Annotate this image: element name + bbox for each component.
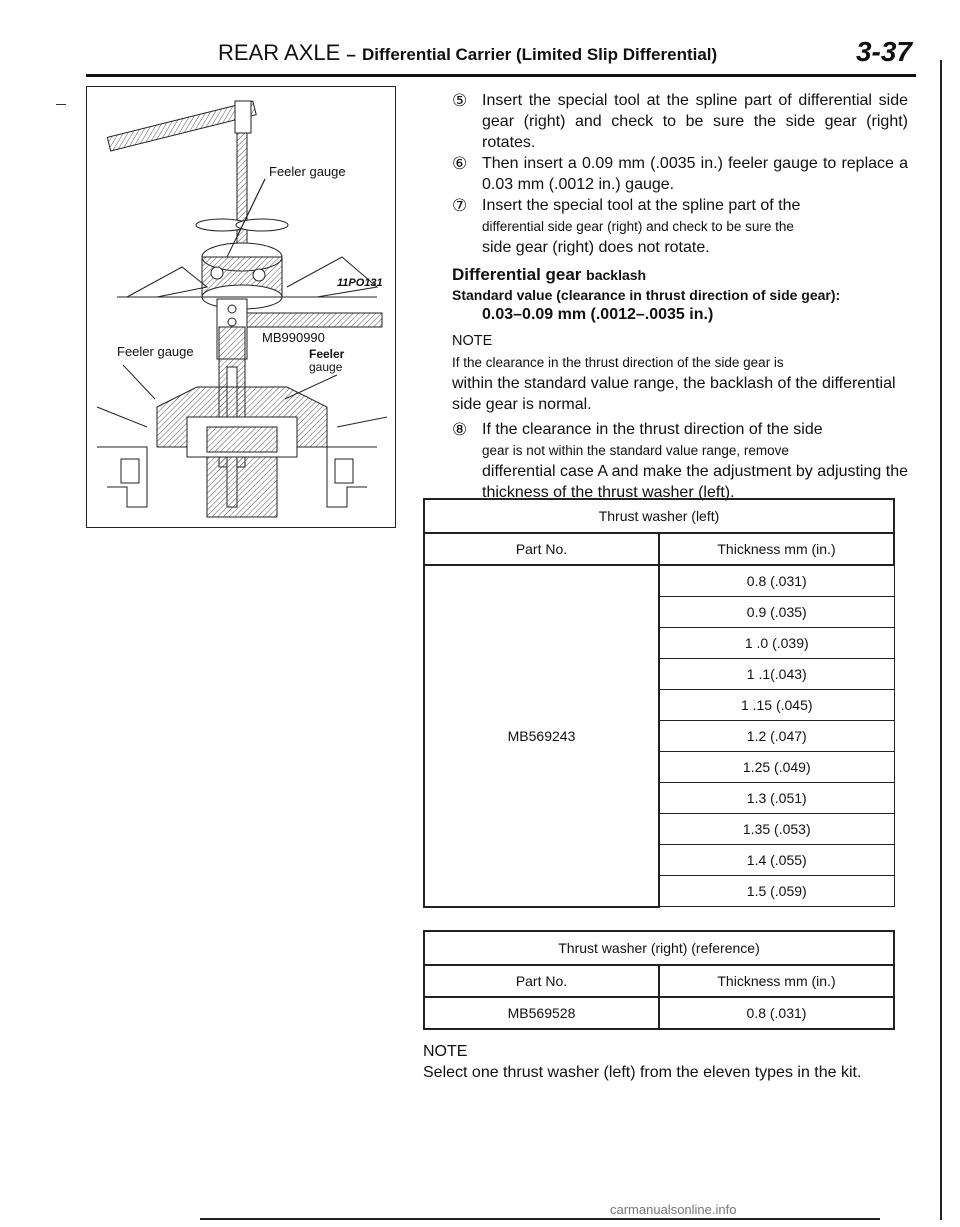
part-number-cell: MB569528 [424,997,659,1029]
step-text-a: Insert the special tool at the spline part of the [482,197,801,214]
thickness-cell: 1.3 (.051) [659,783,894,814]
step-number: ⑥ [452,154,468,173]
col-header-thickness: Thickness mm (in.) [659,533,894,565]
label-feeler-gauge-top: Feeler gauge [269,164,346,179]
final-note [423,1041,861,1083]
part-number-cell: MB569243 [424,565,659,907]
step-text-c: side gear (right) does not rotate. [482,239,710,256]
thickness-cell: 1.25 (.049) [659,752,894,783]
standard-value: 0.03–0.09 mm (.0012–.0035 in.) [482,306,714,323]
note-heading: NOTE [452,333,493,349]
step-text: Insert the special tool at the spline part of differential side gear (right) and check to be sure the side gear (right) rotates. [482,92,908,151]
page-title [218,40,717,66]
final-note-text: Select one thrust washer (left) from the eleven types in the kit. [423,1064,862,1081]
step-6 [452,153,908,195]
step-text-3: differential case A and make the adjustment by adjusting the thickness of the thrust washer (left). [482,463,908,501]
label-figure-code: 11PO131 [337,277,383,289]
step-5 [452,90,908,153]
thickness-cell: 0.8 (.031) [659,997,894,1029]
section-heading [452,264,908,286]
footer-rule [200,1218,880,1220]
note-text: within the standard value range, the backlash of the differential side gear is normal. [452,375,896,413]
step-number: ⑦ [452,196,468,215]
margin-rule [940,60,942,1220]
section-name: REAR AXLE [218,40,341,65]
heading-main: Differential gear [452,265,582,284]
page-number: 3-37 [855,36,912,67]
standard-value-label: Standard value (clearance in thrust direction of side gear): [452,287,841,303]
note-text-small: If the clearance in the thrust direction of the side gear is [452,355,784,370]
thickness-cell: 0.9 (.035) [659,597,894,628]
thickness-cell: 1 .15 (.045) [659,690,894,721]
thickness-cell: 1 .0 (.039) [659,628,894,659]
differential-illustration [87,87,395,527]
col-header-part: Part No. [424,965,659,997]
col-header-part: Part No. [424,533,659,565]
page-header [86,38,916,77]
heading-small: backlash [586,267,647,283]
step-text: Then insert a 0.09 mm (.0035 in.) feeler gauge to replace a 0.03 mm (.0012 in.) gauge. [482,155,908,193]
thrust-washer-right-table [423,930,895,1030]
table-title: Thrust washer (right) (reference) [424,931,894,965]
label-special-tool: MB990990 [262,330,325,345]
step-number: ⑧ [452,420,468,439]
illustration-panel [86,86,396,528]
section-subtitle: Differential Carrier (Limited Slip Differential) [362,45,718,64]
final-note-heading: NOTE [423,1043,468,1060]
watermark[interactable]: carmanualsonline.info [610,1202,737,1217]
label-feeler-right-1: Feeler [309,347,345,361]
step-7 [452,195,908,258]
thickness-cell: 1.35 (.053) [659,814,894,845]
margin-mark [56,104,66,105]
step-8 [452,419,908,503]
step-number: ⑤ [452,91,468,110]
thickness-cell: 1.2 (.047) [659,721,894,752]
title-dash: – [346,45,356,64]
step-text-b: differential side gear (right) and check to be sure the [482,219,794,234]
label-feeler-gauge-left: Feeler gauge [117,344,194,359]
thickness-cell: 1.5 (.059) [659,876,894,907]
step-text-2: gear is not within the standard value range, remove [482,443,789,458]
thickness-cell: 0.8 (.031) [659,565,894,597]
thickness-cell: 1.4 (.055) [659,845,894,876]
col-header-thickness: Thickness mm (in.) [659,965,894,997]
thickness-cell: 1 .1(.043) [659,659,894,690]
thrust-washer-left-table [423,498,895,908]
label-feeler-right-2: gauge [309,360,343,374]
step-text-1: If the clearance in the thrust direction of the side [482,421,823,438]
table-title: Thrust washer (left) [424,499,894,533]
procedure-text [452,90,908,503]
